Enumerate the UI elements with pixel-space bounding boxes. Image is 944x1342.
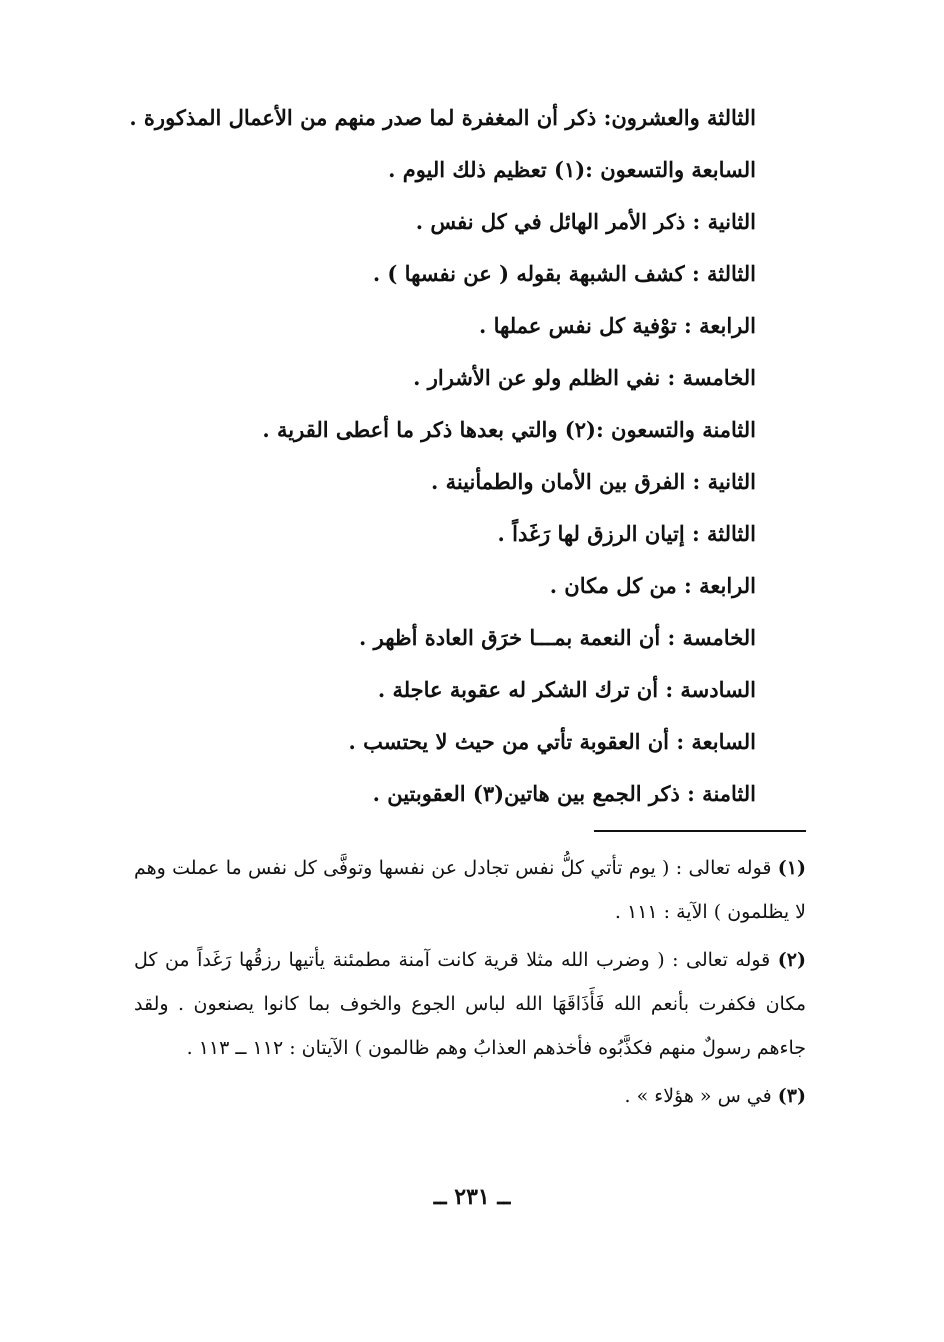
footnote-number: (٣) [777, 1085, 806, 1107]
footnote [134, 1074, 806, 1118]
footnote [134, 846, 806, 934]
text-line: الثامنة والتسعون :(٢) والتي بعدها ذكر ما أعطى القرية . [262, 417, 756, 442]
footnote-text: في س « هؤلاء » . [624, 1085, 772, 1107]
footnotes [134, 846, 806, 1122]
text-line: الثالثة والعشرون: ذكر أن المغفرة لما صدر منهم من الأعمال المذكورة . [129, 105, 756, 130]
text-line: الثالثة : إتيان الرزق لها رَغَداً . [497, 521, 756, 546]
footnote-text: قوله تعالى : ( يوم تأتي كلُّ نفس تجادل عن نفسها وتوفَّى كل نفس ما عملت وهم لا يظلمون ) الآية : ١١١ . [134, 857, 806, 923]
text-line: الثانية : ذكر الأمر الهائل في كل نفس . [415, 209, 756, 234]
footnote-number: (٢) [777, 949, 807, 971]
text-line: الرابعة : من كل مكان . [549, 573, 756, 598]
text-line: الثالثة : كشف الشبهة بقوله ( عن نفسها ) . [372, 261, 756, 286]
footnote-separator [594, 830, 806, 832]
footnote [134, 938, 806, 1070]
text-line: الخامسة : نفي الظلم ولو عن الأشرار . [413, 365, 756, 390]
text-line: الخامسة : أن النعمة بمـــا خرَق العادة أظهر . [359, 625, 756, 650]
text-line: الرابعة : توْفية كل نفس عملها . [479, 313, 756, 338]
footnote-number: (١) [777, 857, 806, 879]
footnote-text: قوله تعالى : ( وضرب الله مثلا قرية كانت آمنة مطمئنة يأتيها رزقُها رَغَداً من كل مكان فكفرت بأنعم الله فَأَذَاقَهَا الله لباس الجوع والخوف بما كانوا يصنعون . ولقد جاءهم رسولٌ منهم فكذَّبُوه فأخذهم العذابُ وهم ظالمون ) الآيتان : ١١٢ ــ ١١٣ . [134, 949, 806, 1059]
text-line: السادسة : أن ترك الشكر له عقوبة عاجلة . [377, 677, 756, 702]
text-line: السابعة والتسعون :(١) تعظيم ذلك اليوم . [388, 157, 756, 182]
text-line: الثامنة : ذكر الجمع بين هاتين(٣) العقوبتين . [372, 781, 756, 806]
page-number: ــ ٢٣١ ــ [433, 1184, 511, 1210]
text-line: السابعة : أن العقوبة تأتي من حيث لا يحتسب . [348, 729, 756, 754]
main-text [129, 92, 756, 820]
text-line: الثانية : الفرق بين الأمان والطمأنينة . [430, 469, 756, 494]
